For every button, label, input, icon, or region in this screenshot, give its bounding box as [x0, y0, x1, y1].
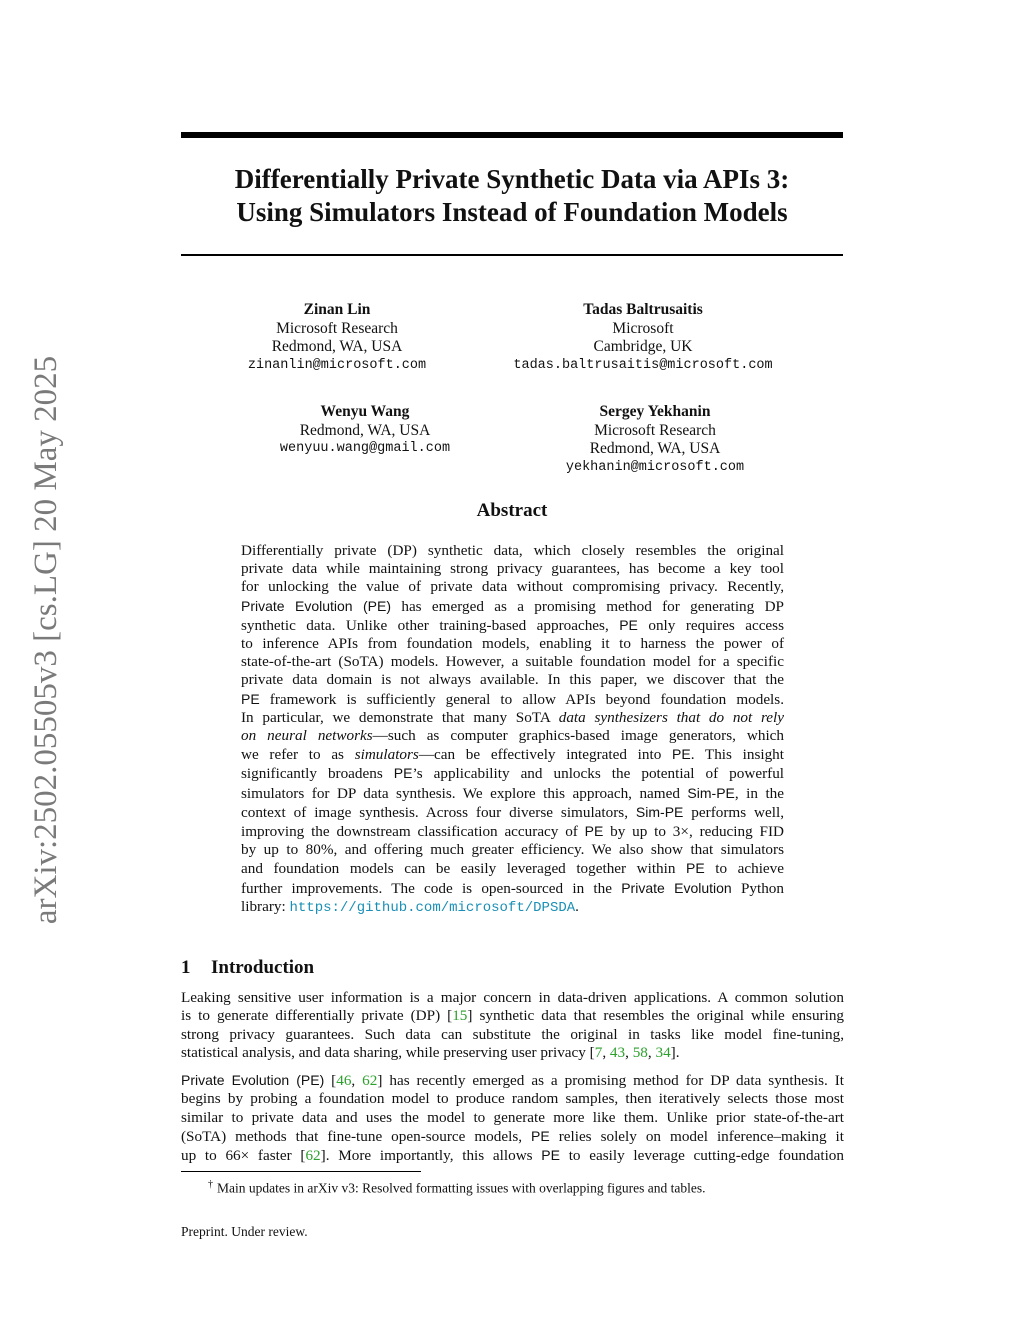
- method-name: PE: [241, 690, 260, 707]
- author-block: [540, 403, 770, 477]
- abstract-line: [241, 727, 784, 745]
- title-bottom-rule: [181, 254, 843, 256]
- text-run: ] has recently emerged as a promising method for DP data synthesis. It: [377, 1072, 845, 1089]
- body-line: strong privacy guarantees. Such data can substitute the original in tasks like model fine-tuning,: [181, 1025, 844, 1043]
- text-run: by up to 3×, reducing FID: [603, 823, 784, 841]
- abstract-line: [241, 597, 784, 616]
- intro-paragraph-1: [181, 989, 844, 1062]
- method-name: Sim-PE: [635, 803, 684, 820]
- method-name: Sim-PE: [687, 784, 735, 801]
- method-name: PE: [584, 823, 604, 840]
- abstract-line: [241, 859, 784, 878]
- citation-link[interactable]: 58: [632, 1043, 648, 1061]
- author-location: Redmond, WA, USA: [271, 338, 403, 355]
- author-name: Tadas Baltrusaitis: [583, 301, 703, 318]
- abstract-line: [241, 690, 784, 709]
- abstract-heading: Abstract: [476, 500, 548, 521]
- body-line: Leaking sensitive user information is a major concern in data-driven applications. A common solution: [181, 989, 844, 1006]
- citation-link[interactable]: 46: [336, 1072, 352, 1089]
- method-name: PE: [619, 616, 638, 633]
- citation-link[interactable]: 15: [452, 1007, 468, 1025]
- title-top-rule: [181, 132, 843, 138]
- arxiv-identifier: arXiv:2502.05505v3 [cs.LG] 20 May 2025: [28, 355, 64, 925]
- abstract-line: [241, 745, 784, 764]
- text-run: . This insight: [690, 746, 784, 764]
- text-run: only requires access: [637, 616, 784, 634]
- emphasis: simulators: [354, 746, 419, 764]
- body-line: begins by probing a foundation model to produce random samples, then iteratively selects those most: [181, 1090, 844, 1108]
- author-email[interactable]: wenyuu.wang@gmail.com: [279, 441, 451, 456]
- abstract-line: [241, 616, 784, 635]
- text-run: ]. More importantly, this allows: [320, 1147, 542, 1165]
- text-run: context of image synthesis. Across four diverse simulators,: [241, 803, 636, 821]
- author-name: Zinan Lin: [303, 301, 371, 318]
- emphasis: on neural networks: [241, 727, 373, 745]
- text-run: simulators for DP data synthesis. We explore this approach, named: [241, 784, 688, 802]
- footnote-rule: [181, 1171, 421, 1172]
- abstract-line: state-of-the-art (SoTA) models. However, a suitable foundation model for a specific: [241, 653, 784, 671]
- text-run: (SoTA) methods that fine-tune open-source models,: [181, 1127, 532, 1145]
- method-name: PE: [672, 746, 691, 763]
- separator: ,: [647, 1043, 656, 1061]
- method-name: PE: [393, 765, 413, 782]
- author-affiliation: Microsoft Research: [276, 319, 398, 337]
- text-run: Python: [731, 879, 784, 897]
- citation-link[interactable]: 62: [362, 1072, 378, 1089]
- abstract-line: [241, 822, 784, 841]
- citation-link[interactable]: 43: [609, 1043, 626, 1061]
- emphasis: data synthesizers that do not rely: [558, 708, 784, 726]
- paper-title: [181, 163, 843, 229]
- separator: ,: [625, 1043, 633, 1061]
- author-block: [265, 403, 465, 459]
- section-heading: [181, 957, 314, 979]
- author-name: Sergey Yekhanin: [599, 403, 711, 420]
- text-run: significantly broadens: [241, 765, 394, 783]
- text-run: relies solely on model inference–making it: [549, 1127, 844, 1145]
- text-run: .: [575, 897, 579, 915]
- abstract-line: for unlocking the value of private data without compromising privacy. Recently,: [241, 578, 784, 596]
- author-block: [493, 301, 793, 375]
- author-affiliation: Microsoft Research: [594, 421, 716, 439]
- abstract-line: to inference APIs from foundation models, enabling it to harness the power of: [241, 635, 784, 653]
- author-email[interactable]: tadas.baltrusaitis@microsoft.com: [513, 357, 773, 373]
- text-run: improving the downstream classification accuracy of: [241, 823, 585, 841]
- abstract-line: [241, 784, 784, 803]
- section-number: 1: [181, 957, 191, 978]
- text-run: framework is sufficiently general to allow APIs beyond foundation models.: [259, 690, 784, 708]
- footnote: [208, 1177, 706, 1197]
- text-run: to easily leverage cutting-edge foundation: [559, 1147, 844, 1165]
- abstract-line: private data while maintaining strong privacy guarantees, has become a key tool: [241, 560, 784, 578]
- text-run: —can be effectively integrated into: [418, 746, 672, 764]
- separator: ,: [351, 1072, 363, 1089]
- section-title: Introduction: [211, 957, 315, 978]
- body-line: [181, 1071, 844, 1090]
- separator: ,: [602, 1043, 610, 1061]
- text-run: library:: [241, 897, 290, 915]
- text-run: ] synthetic data that resembles the original while ensuring: [467, 1007, 845, 1025]
- text-run: up to 66× faster [: [181, 1147, 306, 1165]
- footnote-mark: †: [208, 1179, 213, 1190]
- text-run: , in the: [734, 784, 784, 802]
- abstract-body: [241, 542, 784, 917]
- text-run: has emerged as a promising method for generating DP: [391, 597, 784, 615]
- text-run: [: [324, 1072, 337, 1089]
- text-run: we refer to as: [241, 746, 355, 764]
- abstract-line: [241, 879, 784, 898]
- text-run: to achieve: [704, 860, 784, 878]
- abstract-line: by up to 80%, and offering much greater efficiency. We also show that simulators: [241, 841, 784, 859]
- method-name: PE: [531, 1127, 550, 1144]
- abstract-line: Differentially private (DP) synthetic data, which closely resembles the original: [241, 542, 784, 559]
- citation-link[interactable]: 7: [594, 1043, 603, 1061]
- text-run: In particular, we demonstrate that many SoTA: [241, 708, 559, 726]
- text-run: ].: [670, 1043, 680, 1061]
- library-name: Private Evolution: [621, 879, 732, 896]
- intro-paragraph-2: [181, 1071, 844, 1165]
- title-line-2: Using Simulators Instead of Foundation Models: [236, 197, 788, 227]
- body-line: similar to private data and uses the model to generate more like them. Unlike prior state-of-the-art: [181, 1108, 844, 1126]
- body-line: [181, 1044, 844, 1062]
- citation-link[interactable]: 34: [655, 1043, 671, 1061]
- text-run: synthetic data. Unlike other training-based approaches,: [241, 616, 620, 634]
- author-block: [237, 301, 437, 375]
- abstract-line: private data domain is not always available. In this paper, we discover that the: [241, 671, 784, 689]
- author-location: Redmond, WA, USA: [589, 440, 721, 457]
- text-run: is to generate differentially private (DP) [: [181, 1007, 453, 1025]
- footnote-text: Main updates in arXiv v3: Resolved formatting issues with overlapping figures and tables.: [217, 1180, 706, 1196]
- abstract-line: [241, 764, 784, 783]
- author-email[interactable]: zinanlin@microsoft.com: [247, 357, 427, 373]
- method-name: Private Evolution (PE): [181, 1072, 325, 1088]
- method-name: PE: [541, 1147, 560, 1164]
- text-run: —such as computer graphics-based image generators, which: [372, 727, 785, 745]
- method-name: Private Evolution (PE): [241, 597, 392, 614]
- author-location: Cambridge, UK: [593, 338, 693, 355]
- author-affiliation: Microsoft: [612, 319, 674, 337]
- author-location: Redmond, WA, USA: [299, 421, 431, 439]
- author-email[interactable]: yekhanin@microsoft.com: [565, 459, 745, 475]
- body-line: [181, 1127, 844, 1146]
- author-name: Wenyu Wang: [320, 403, 410, 420]
- text-run: further improvements. The code is open-sourced in the: [241, 879, 622, 897]
- citation-link[interactable]: 62: [305, 1147, 321, 1165]
- text-run: statistical analysis, and data sharing, while preserving user privacy [: [181, 1043, 595, 1061]
- code-link[interactable]: https://github.com/microsoft/DPSDA: [289, 899, 576, 916]
- text-run: and foundation models can be easily leveraged together within: [241, 860, 687, 878]
- method-name: PE: [686, 860, 705, 877]
- abstract-line: [241, 898, 784, 917]
- text-run: performs well,: [683, 803, 784, 821]
- abstract-line: [241, 709, 784, 727]
- body-line: [181, 1007, 844, 1025]
- body-line: [181, 1146, 844, 1165]
- abstract-line: [241, 803, 784, 822]
- preprint-notice: Preprint. Under review.: [181, 1224, 308, 1239]
- text-run: ’s applicability and unlocks the potential of powerful: [412, 765, 785, 783]
- title-line-1: Differentially Private Synthetic Data via APIs 3:: [234, 164, 790, 194]
